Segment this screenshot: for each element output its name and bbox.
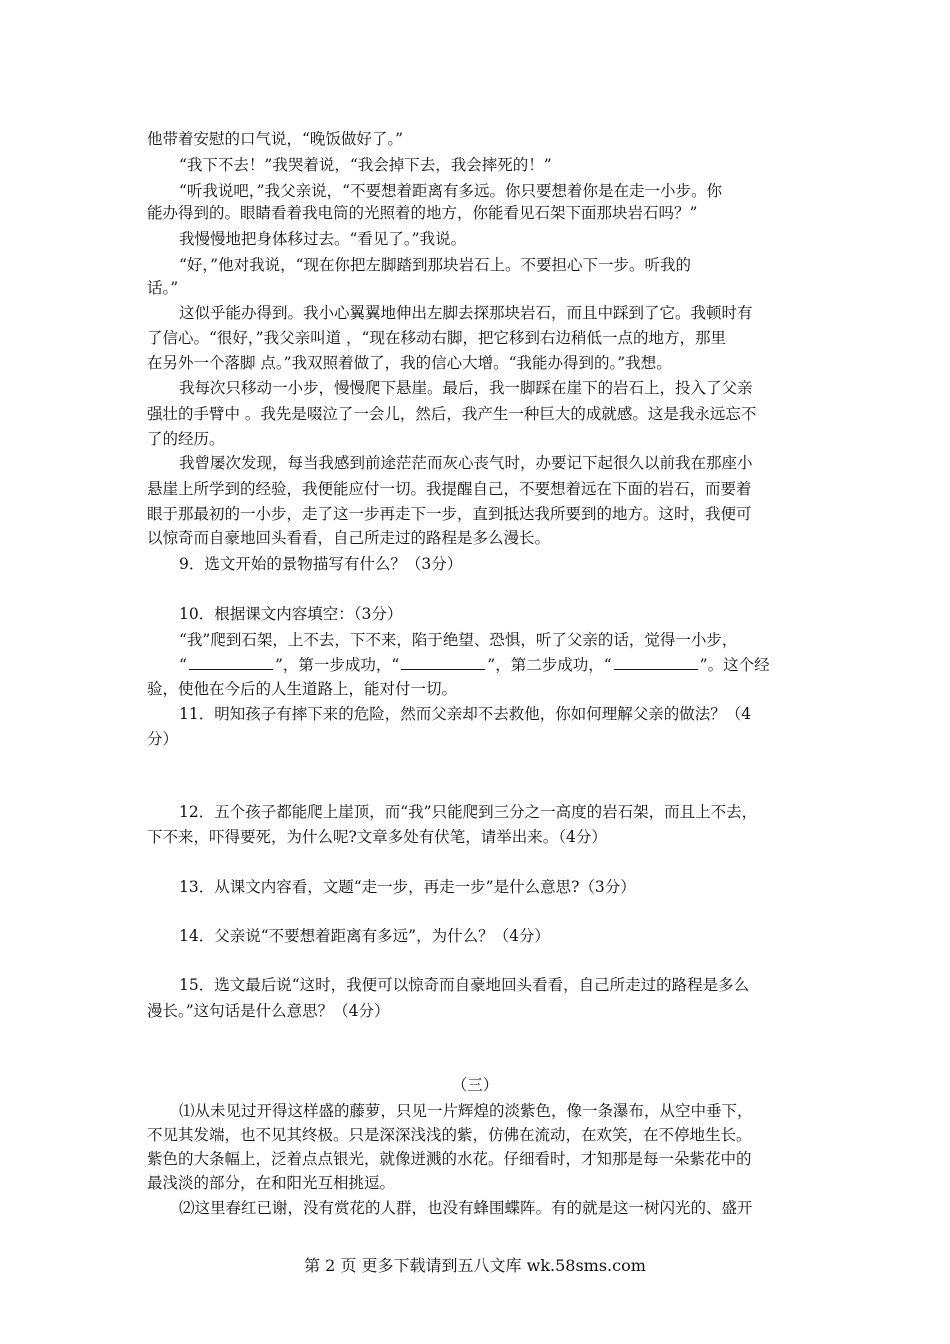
question-10: 10．根据课文内容填空：（3分） xyxy=(179,605,403,623)
q10-text: ”。这个经 xyxy=(699,656,770,674)
question-13: 13．从课文内容看，文题“走一步，再走一步”是什么意思?（3分） xyxy=(179,878,636,896)
answer-blank-3[interactable] xyxy=(614,655,698,670)
q10-text: ”，第二步成功，“ xyxy=(487,656,612,674)
story-line: 这似乎能办得到。我小心翼翼地伸出左脚去探那块岩石，而且中踩到了它。我顿时有 xyxy=(179,304,753,322)
story-line: 了的经历。 xyxy=(147,430,225,448)
story-line: 了信心。“很好，”我父亲叫道 ，“现在移动右脚，把它移到右边稍低一点的地方，那里 xyxy=(147,329,726,347)
answer-blank-1[interactable] xyxy=(189,655,273,670)
question-10-blanks xyxy=(179,654,770,676)
story-line: 强壮的手臂中 。我先是啜泣了一会儿，然后，我产生一种巨大的成就感。这是我永远忘不 xyxy=(147,405,757,423)
story-line: 悬崖上所学到的经验，我便能应付一切。我提醒自己，不要想着远在下面的岩石，而要着 xyxy=(147,480,752,498)
question-12: 下不来，吓得要死，为什么呢?文章多处有伏笔，请举出来。（4分） xyxy=(147,828,607,846)
q10-text: “ xyxy=(179,656,187,674)
question-15: 漫长。”这句话是什么意思？（4分） xyxy=(147,1002,390,1020)
question-11: 11．明知孩子有摔下来的危险，然而父亲却不去救他，你如何理解父亲的做法？（4 xyxy=(179,705,752,723)
question-11: 分） xyxy=(147,730,179,748)
story-line: 我曾屡次发现，每当我感到前途茫茫而灰心丧气时，办要记下起很久以前我在那座小 xyxy=(179,454,753,472)
story-line: 我慢慢地把身体移过去。“看见了。”我说。 xyxy=(179,230,467,248)
answer-blank-2[interactable] xyxy=(401,655,485,670)
story-line: “我下不去！”我哭着说，“我会掉下去，我会摔死的！” xyxy=(179,156,552,174)
question-10-text: “我”爬到石架，上不去，下不来，陷于绝望、恐惧，听了父亲的话，觉得一小步， xyxy=(179,631,738,649)
passage-line: ⑵这里春红已谢，没有赏花的人群，也没有蜂围蝶阵。有的就是这一树闪光的、盛开 xyxy=(179,1199,753,1217)
page-footer: 第 2 页 更多下载请到五八文库 wk.58sms.com xyxy=(304,1256,646,1275)
passage-line: 不见其发端，也不见其终极。只是深深浅浅的紫，仿佛在流动，在欢笑，在不停地生长。 xyxy=(147,1126,752,1144)
passage-line: 紫色的大条幅上，泛着点点银光，就像迸溅的水花。仔细看时，才知那是每一朵紫花中的 xyxy=(147,1150,752,1168)
story-line: 能办得到的。眼睛看着我电筒的光照着的地方，你能看见石架下面那块岩石吗？” xyxy=(147,204,698,222)
story-line: 以惊奇而自豪地回头看看，自己所走过的路程是多么漫长。 xyxy=(147,529,551,547)
question-14: 14．父亲说“不要想着距离有多远”，为什么？（4分） xyxy=(179,927,550,945)
question-15: 15．选文最后说“这时，我便可以惊奇而自豪地回头看看，自己所走过的路程是多么 xyxy=(179,976,750,994)
story-line: 在另外一个落脚 点。”我双照着做了，我的信心大增。“我能办得到的。”我想。 xyxy=(147,354,672,372)
story-line: 我每次只移动一小步，慢慢爬下悬崖。最后，我一脚踩在崖下的岩石上，投入了父亲 xyxy=(179,379,753,397)
passage-line: ⑴从未见过开得这样盛的藤萝，只见一片辉煌的淡紫色，像一条瀑布，从空中垂下， xyxy=(179,1102,753,1120)
story-line: 话。” xyxy=(147,279,179,297)
question-9: 9．选文开始的景物描写有什么？（3分） xyxy=(179,555,463,573)
story-line: 眼于那最初的一小步，走了这一步再走下一步，直到抵达我所要到的地方。这时，我便可 xyxy=(147,505,752,523)
story-line: “听我说吧，”我父亲说，“不要想着距离有多远。你只要想着你是在走一小步。你 xyxy=(179,182,723,200)
section-heading: （三） xyxy=(451,1076,499,1094)
passage-line: 最浅淡的部分，在和阳光互相挑逗。 xyxy=(147,1174,396,1192)
story-line: 他带着安慰的口气说，“晚饭做好了。” xyxy=(147,130,404,148)
question-10-text: 验，使他在今后的人生道路上，能对付一切。 xyxy=(147,680,458,698)
q10-text: ”，第一步成功，“ xyxy=(274,656,400,674)
question-12: 12．五个孩子都能爬上崖顶，而“我”只能爬到三分之一高度的岩石架，而且上不去， xyxy=(179,803,758,821)
story-line: “好，”他对我说，“现在你把左脚踏到那块岩石上。不要担心下一步。听我的 xyxy=(179,256,692,274)
